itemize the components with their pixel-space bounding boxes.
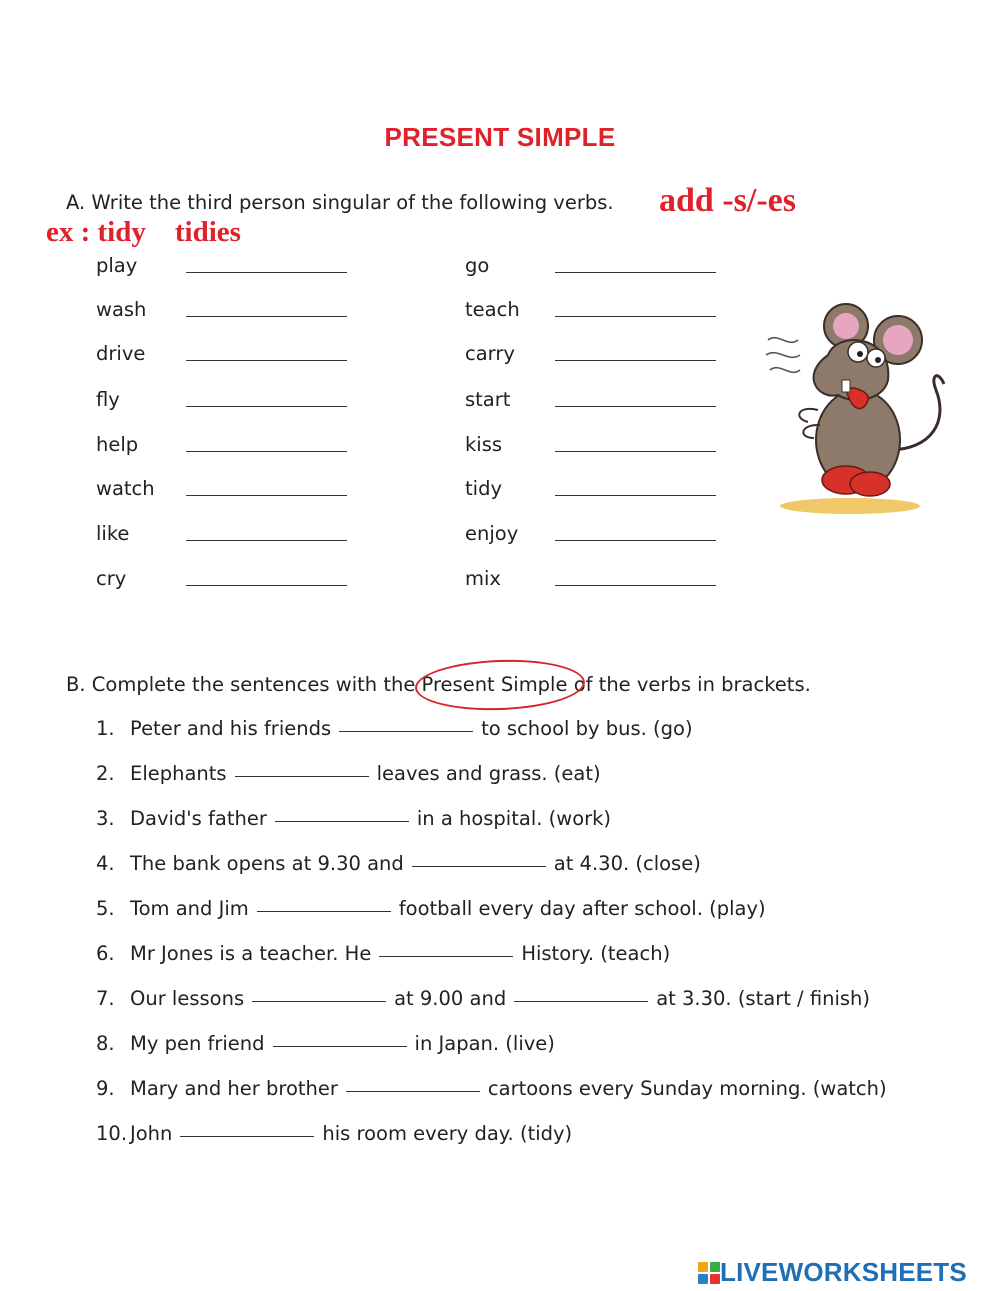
sentence-number: 3.: [96, 807, 115, 830]
sentence-number: 10.: [96, 1122, 128, 1145]
sentence-text: in a hospital. (work): [416, 807, 612, 830]
sentence-text: Peter and his friends: [130, 717, 332, 740]
sentence-text: Mary and her brother: [130, 1077, 338, 1100]
verb-right: tidy: [465, 477, 502, 500]
sentence-text: at 9.00 and: [394, 987, 507, 1010]
verb-right: carry: [465, 342, 515, 365]
verb-left: help: [96, 433, 139, 456]
sentence-text: cartoons every Sunday morning. (watch): [487, 1077, 887, 1100]
sentence-number: 9.: [96, 1077, 115, 1100]
sentence-text: Our lessons: [130, 987, 245, 1010]
answer-blank-left[interactable]: [186, 540, 347, 541]
sentence: [130, 987, 870, 1010]
sentence-text: at 3.30. (start / finish): [656, 987, 871, 1010]
sentence-blank[interactable]: [412, 866, 546, 867]
sentence-blank[interactable]: [379, 956, 513, 957]
verb-left: fly: [96, 388, 120, 411]
instruction-highlight: Present Simple: [421, 673, 568, 696]
sentence-text: David's father: [130, 807, 267, 830]
sentence-text: football every day after school. (play): [398, 897, 766, 920]
verb-left: watch: [96, 477, 155, 500]
verb-right: mix: [465, 567, 501, 590]
sentence-number: 2.: [96, 762, 115, 785]
answer-blank-left[interactable]: [186, 406, 347, 407]
sentence: [130, 807, 611, 830]
sentence-text: Tom and Jim: [130, 897, 249, 920]
sentence: [130, 1032, 555, 1055]
sentence-text: at 4.30. (close): [553, 852, 701, 875]
sentence: [130, 1077, 887, 1100]
answer-blank-left[interactable]: [186, 316, 347, 317]
sentence: [130, 762, 601, 785]
sentence-number: 8.: [96, 1032, 115, 1055]
verb-left: wash: [96, 298, 147, 321]
sentence-blank[interactable]: [252, 1001, 386, 1002]
logo-text: LIVEWORKSHEETS: [720, 1257, 967, 1287]
handwritten-example: ex : tidy tidies: [46, 216, 241, 248]
logo-grid-icon: [698, 1262, 720, 1284]
scared-mouse-illustration: [758, 300, 958, 515]
sentence-text: My pen friend: [130, 1032, 265, 1055]
verb-left: drive: [96, 342, 146, 365]
liveworksheets-logo: [698, 1257, 967, 1288]
answer-blank-right[interactable]: [555, 360, 716, 361]
verb-left: cry: [96, 567, 127, 590]
sentence-blank[interactable]: [273, 1046, 407, 1047]
instruction-pre: B. Complete the sentences with the: [66, 673, 416, 696]
section-a-instruction: A. Write the third person singular of the following verbs.: [66, 191, 614, 214]
answer-blank-right[interactable]: [555, 540, 716, 541]
answer-blank-right[interactable]: [555, 272, 716, 273]
answer-blank-right[interactable]: [555, 451, 716, 452]
sentence-blank[interactable]: [257, 911, 391, 912]
sentence-text: History. (teach): [521, 942, 671, 965]
answer-blank-left[interactable]: [186, 272, 347, 273]
answer-blank-right[interactable]: [555, 585, 716, 586]
sentence-text: leaves and grass. (eat): [376, 762, 601, 785]
verb-left: like: [96, 522, 130, 545]
answer-blank-right[interactable]: [555, 406, 716, 407]
sentence: [130, 1122, 572, 1145]
answer-blank-left[interactable]: [186, 451, 347, 452]
instruction-post: of the verbs in brackets.: [573, 673, 811, 696]
sentence-blank[interactable]: [514, 1001, 648, 1002]
sentence-text: his room every day. (tidy): [322, 1122, 573, 1145]
sentence-number: 4.: [96, 852, 115, 875]
sentence-blank[interactable]: [339, 731, 473, 732]
verb-right: teach: [465, 298, 520, 321]
handwritten-note: add -s/-es: [659, 182, 796, 219]
sentence-number: 5.: [96, 897, 115, 920]
answer-blank-right[interactable]: [555, 495, 716, 496]
verb-right: enjoy: [465, 522, 519, 545]
sentence-blank[interactable]: [180, 1136, 314, 1137]
sentence: [130, 942, 670, 965]
hand-drawn-circle: [414, 657, 586, 713]
sentence-number: 6.: [96, 942, 115, 965]
sentence-text: Mr Jones is a teacher. He: [130, 942, 372, 965]
verb-right: start: [465, 388, 511, 411]
verb-left: play: [96, 254, 138, 277]
sentence-blank[interactable]: [235, 776, 369, 777]
sentence-text: in Japan. (live): [414, 1032, 555, 1055]
answer-blank-right[interactable]: [555, 316, 716, 317]
sentence: [130, 717, 693, 740]
sentence: [130, 897, 766, 920]
verb-right: kiss: [465, 433, 503, 456]
sentence: [130, 852, 701, 875]
answer-blank-left[interactable]: [186, 495, 347, 496]
sentence-blank[interactable]: [346, 1091, 480, 1092]
sentence-text: to school by bus. (go): [481, 717, 693, 740]
sentence-text: John: [130, 1122, 173, 1145]
verb-right: go: [465, 254, 490, 277]
answer-blank-left[interactable]: [186, 585, 347, 586]
answer-blank-left[interactable]: [186, 360, 347, 361]
sentence-number: 1.: [96, 717, 115, 740]
sentence-text: The bank opens at 9.30 and: [130, 852, 404, 875]
sentence-blank[interactable]: [275, 821, 409, 822]
sentence-number: 7.: [96, 987, 115, 1010]
sentence-text: Elephants: [130, 762, 227, 785]
page-title: PRESENT SIMPLE: [384, 122, 616, 152]
